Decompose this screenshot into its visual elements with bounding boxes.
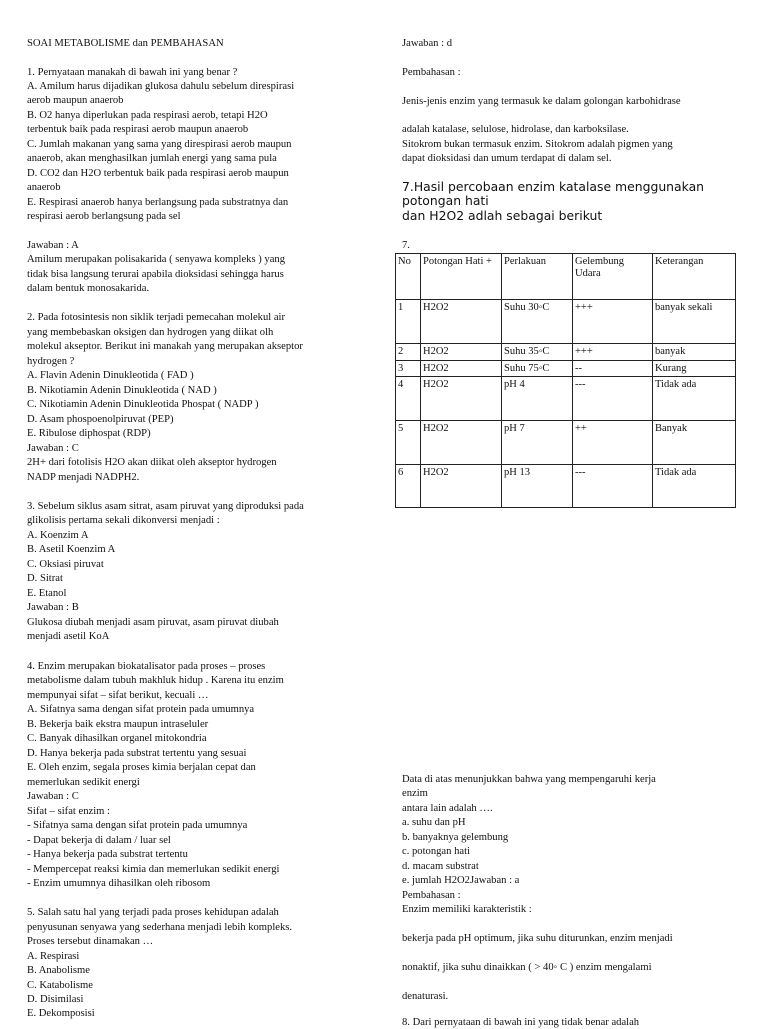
text-line: C. Banyak dihasilkan organel mitokondria (27, 733, 207, 744)
text-line: E. Etanol (27, 588, 67, 599)
text-line: Proses tersebut dinamakan … (27, 936, 154, 947)
table-row (396, 361, 736, 377)
text-line: E. Respirasi anaerob hanya berlangsung pada substratnya dan (27, 197, 289, 208)
table-header-cell: Potongan Hati + (421, 254, 502, 300)
text-line: menjadi asetil KoA (27, 631, 110, 642)
table-cell: Suhu 30◦C (502, 300, 573, 344)
table-cell: Kurang (653, 361, 736, 377)
text-line: E. Oleh enzim, segala proses kimia berjalan cepat dan (27, 762, 256, 773)
text-line: bekerja pada pH optimum, jika suhu diturunkan, enzim menjadi (402, 933, 673, 944)
text-line: enzim (402, 788, 428, 799)
table-header-cell: Perlakuan (502, 254, 573, 300)
table-cell: pH 7 (502, 421, 573, 465)
table-cell: Suhu 75◦C (502, 361, 573, 377)
table-cell: +++ (573, 300, 653, 344)
text-line: dapat dioksidasi dan umum terdapat di dalam sel. (402, 153, 612, 164)
text-line: Pembahasan : (402, 890, 461, 901)
text-line: 2. Pada fotosintesis non siklik terjadi pemecahan molekul air (27, 312, 286, 323)
text-line: 3. Sebelum siklus asam sitrat, asam piruvat yang diproduksi pada (27, 501, 304, 512)
table-cell: banyak sekali (653, 300, 736, 344)
table-cell: H2O2 (421, 361, 502, 377)
text-line: D. Hanya bekerja pada substrat tertentu yang sesuai (27, 748, 247, 759)
text-line: tidak bisa langsung terurai apabila dioksidasi sehingga harus (27, 269, 284, 280)
text-line: penyusunan senyawa yang sederhana menjadi lebih kompleks. (27, 922, 293, 933)
text-line: 2H+ dari fotolisis H2O akan diikat oleh akseptor hydrogen (27, 457, 277, 468)
text-line: terbentuk baik pada respirasi aerob maupun anaerob (27, 124, 249, 135)
table-header-cell: Keterangan (653, 254, 736, 300)
table-cell: +++ (573, 344, 653, 361)
table-cell: pH 4 (502, 377, 573, 421)
text-line: Amilum merupakan polisakarida ( senyawa kompleks ) yang (27, 254, 286, 265)
text-line: B. Anabolisme (27, 965, 90, 976)
table-header-cell: Gelembung Udara (573, 254, 653, 300)
text-line: B. Bekerja baik ekstra maupun intraseluler (27, 719, 209, 730)
table-cell: Banyak (653, 421, 736, 465)
text-line: D. Sitrat (27, 573, 63, 584)
text-line: memerlukan sedikit energi (27, 777, 140, 788)
table-cell: H2O2 (421, 300, 502, 344)
text-line: yang membebaskan oksigen dan hydrogen yang diikat olh (27, 327, 274, 338)
table-cell: banyak (653, 344, 736, 361)
text-line: d. macam substrat (402, 861, 479, 872)
table-cell: 1 (396, 300, 421, 344)
text-line: anaerob (27, 182, 61, 193)
text-line: Data di atas menunjukkan bahwa yang mempengaruhi kerja (402, 774, 656, 785)
table-cell: 4 (396, 377, 421, 421)
text-line: Jawaban : A (27, 240, 79, 251)
table-cell: Tidak ada (653, 465, 736, 508)
table-cell: H2O2 (421, 377, 502, 421)
table-cell: pH 13 (502, 465, 573, 508)
text-line: aerob maupun anaerob (27, 95, 124, 106)
text-line: Sifat – sifat enzim : (27, 806, 110, 817)
text-line: Sitokrom bukan termasuk enzim. Sitokrom adalah pigmen yang (402, 139, 673, 150)
text-line: metabolisme dalam tubuh makhluk hidup . Karena itu enzim (27, 675, 284, 686)
table-header-cell: No (396, 254, 421, 300)
text-line: - Sifatnya sama dengan sifat protein pada umumnya (27, 820, 248, 831)
text-line: A. Amilum harus dijadikan glukosa dahulu sebelum direspirasi (27, 81, 295, 92)
text-line: glikolisis pertama sekali dikonversi menjadi : (27, 515, 220, 526)
text-line: hydrogen ? (27, 356, 75, 367)
question-7-heading: 7.Hasil percobaan enzim katalase menggunakan (402, 179, 705, 194)
text-line: Jawaban : B (27, 602, 79, 613)
text-line: a. suhu dan pH (402, 817, 466, 828)
text-line: nonaktif, jika suhu dinaikkan ( > 40◦ C ) enzim mengalami (402, 962, 652, 973)
text-line: 8. Dari pernyataan di bawah ini yang tidak benar adalah (402, 1017, 640, 1028)
text-line: E. Ribulose diphospat (RDP) (27, 428, 151, 439)
table-cell: 5 (396, 421, 421, 465)
text-line: mempunyai sifat – sifat berikut, kecuali … (27, 690, 209, 701)
text-line: Glukosa diubah menjadi asam piruvat, asam piruvat diubah (27, 617, 279, 628)
text-line: C. Oksiasi piruvat (27, 559, 104, 570)
text-line: anaerob, akan menghasilkan jumlah energi yang sama pula (27, 153, 277, 164)
text-line: Jawaban : d (402, 38, 453, 49)
text-line: Jawaban : C (27, 791, 79, 802)
text-line: b. banyaknya gelembung (402, 832, 509, 843)
table-cell: Suhu 35◦C (502, 344, 573, 361)
text-line: A. Koenzim A (27, 530, 89, 541)
table-cell: --- (573, 377, 653, 421)
table-row (396, 465, 736, 508)
table-cell: H2O2 (421, 344, 502, 361)
text-line: B. O2 hanya diperlukan pada respirasi aerob, tetapi H2O (27, 110, 268, 121)
text-line: 4. Enzim merupakan biokatalisator pada proses – proses (27, 661, 266, 672)
text-line: - Mempercepat reaksi kimia dan memerlukan sedikit energi (27, 864, 280, 875)
table-row (396, 377, 736, 421)
text-line: C. Nikotiamin Adenin Dinukleotida Phospat ( NADP ) (27, 399, 259, 410)
table-row (396, 421, 736, 465)
table-cell: ++ (573, 421, 653, 465)
text-line: A. Sifatnya sama dengan sifat protein pada umumnya (27, 704, 255, 715)
table-cell: 6 (396, 465, 421, 508)
table-cell: H2O2 (421, 421, 502, 465)
text-line: Enzim memiliki karakteristik : (402, 904, 532, 915)
table-cell: --- (573, 465, 653, 508)
text-line: c. potongan hati (402, 846, 470, 857)
text-line: - Hanya bekerja pada substrat tertentu (27, 849, 188, 860)
text-line: denaturasi. (402, 991, 449, 1002)
text-line: B. Asetil Koenzim A (27, 544, 116, 555)
text-line: Pembahasan : (402, 67, 461, 78)
text-line: B. Nikotiamin Adenin Dinukleotida ( NAD ) (27, 385, 217, 396)
text-line: antara lain adalah …. (402, 803, 493, 814)
table-row (396, 344, 736, 361)
text-line: C. Jumlah makanan yang sama yang direspirasi aerob maupun (27, 139, 292, 150)
table-cell: 2 (396, 344, 421, 361)
text-line: A. Respirasi (27, 951, 80, 962)
text-line: D. CO2 dan H2O terbentuk baik pada respirasi aerob maupun (27, 168, 289, 179)
text-line: e. jumlah H2O2Jawaban : a (402, 875, 520, 886)
question-7-heading: potongan hati (402, 193, 489, 208)
table-header-row (396, 254, 736, 300)
text-line: D. Asam phospoenolpiruvat (PEP) (27, 414, 174, 425)
text-line: - Dapat bekerja di dalam / luar sel (27, 835, 171, 846)
table-cell: 3 (396, 361, 421, 377)
text-line: Jawaban : C (27, 443, 79, 454)
text-line: adalah katalase, selulose, hidrolase, dan karboksilase. (402, 124, 629, 135)
text-line: NADP menjadi NADPH2. (27, 472, 140, 483)
text-line: E. Dekomposisi (27, 1008, 95, 1019)
text-line: Jenis-jenis enzim yang termasuk ke dalam golongan karbohidrase (402, 96, 681, 107)
text-line: A. Flavin Adenin Dinukleotida ( FAD ) (27, 370, 194, 381)
table-number: 7. (402, 240, 410, 251)
text-line: 5. Salah satu hal yang terjadi pada proses kehidupan adalah (27, 907, 279, 918)
text-line: dalam bentuk monosakarida. (27, 283, 150, 294)
text-line: D. Disimilasi (27, 994, 84, 1005)
question-7-heading: dan H2O2 adlah sebagai berikut (402, 208, 603, 223)
enzyme-experiment-table (395, 253, 736, 508)
text-line: 1. Pernyataan manakah di bawah ini yang benar ? (27, 67, 238, 78)
table-cell: H2O2 (421, 465, 502, 508)
text-line: - Enzim umumnya dihasilkan oleh ribosom (27, 878, 211, 889)
text-line: respirasi aerob berlangsung pada sel (27, 211, 181, 222)
table-cell: Tidak ada (653, 377, 736, 421)
table-row (396, 300, 736, 344)
text-line: C. Katabolisme (27, 980, 93, 991)
document-title: SOAI METABOLISME dan PEMBAHASAN (27, 38, 224, 49)
table-cell: -- (573, 361, 653, 377)
text-line: molekul akseptor. Berikut ini manakah yang merupakan akseptor (27, 341, 303, 352)
